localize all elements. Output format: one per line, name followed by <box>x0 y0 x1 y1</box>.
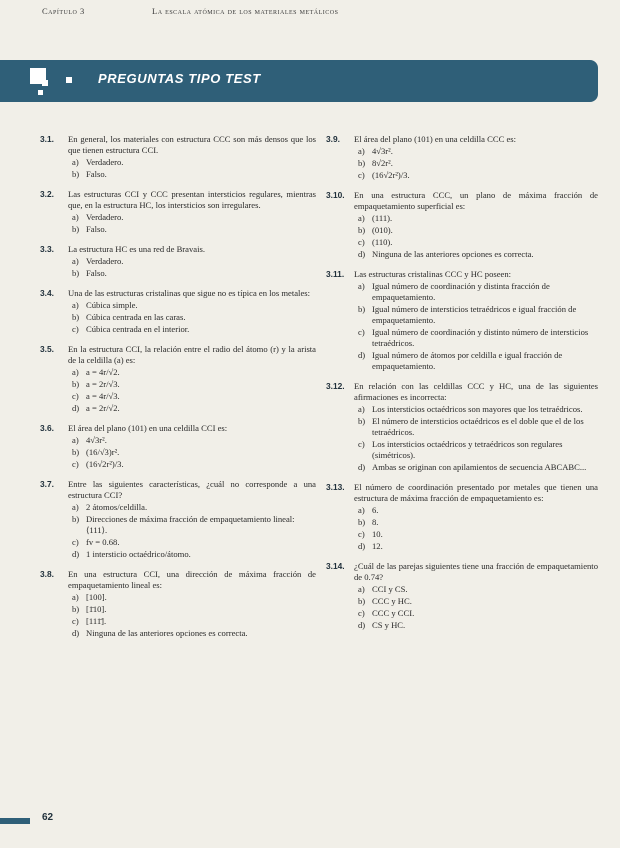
option-text: 8√2r². <box>372 158 393 168</box>
option-text: Verdadero. <box>86 256 124 266</box>
option-letter: d) <box>358 462 366 472</box>
question-number: 3.1. <box>40 134 54 144</box>
question-number: 3.9. <box>326 134 340 144</box>
question-number: 3.12. <box>326 381 345 391</box>
option-text: Cúbica centrada en las caras. <box>86 312 186 322</box>
option-letter: a) <box>72 300 79 310</box>
question-text: El área del plano (101) en una celdilla CCI es: <box>68 423 228 433</box>
question-item <box>326 561 598 631</box>
option-letter: d) <box>358 249 366 259</box>
question-text: Las estructuras cristalinas CCC y HC poseen: <box>354 269 512 279</box>
option-letter: d) <box>72 403 80 413</box>
answer-option <box>354 158 598 169</box>
answer-option <box>354 541 598 552</box>
option-letter: d) <box>358 350 366 360</box>
option-letter: b) <box>358 517 366 527</box>
option-text: (110). <box>372 237 393 247</box>
option-letter: c) <box>72 391 79 401</box>
question-item <box>40 569 316 639</box>
question-number: 3.11. <box>326 269 345 279</box>
option-letter: a) <box>72 502 79 512</box>
question-item <box>326 269 598 372</box>
answer-option <box>354 225 598 236</box>
option-letter: d) <box>358 620 366 630</box>
question-text: En una estructura CCC, un plano de máxima fracción de empaquetamiento superficial es: <box>354 190 598 211</box>
question-number: 3.8. <box>40 569 54 579</box>
answer-option <box>354 146 598 157</box>
option-text: Cúbica simple. <box>86 300 138 310</box>
answer-option <box>68 379 316 390</box>
option-text: (16√2r²)/3. <box>372 170 410 180</box>
option-letter: c) <box>358 608 365 618</box>
question-item <box>326 190 598 260</box>
option-letter: a) <box>358 584 365 594</box>
answer-option <box>68 403 316 414</box>
question-text: El número de coordinación presentado por metales que tienen una estructura de máxima fracción de empaquetamiento es: <box>354 482 598 503</box>
option-letter: a) <box>358 213 365 223</box>
question-text: El área del plano (101) en una celdilla CCC es: <box>354 134 517 144</box>
option-text: (010). <box>372 225 393 235</box>
option-text: 2 átomos/celdilla. <box>86 502 148 512</box>
option-text: Ambas se originan con apilamientos de secuencia ABCABC... <box>372 462 587 472</box>
question-text: En relación con las celdillas CCC y HC, una de las siguientes afirmaciones es incorrecta: <box>354 381 598 402</box>
answer-option <box>354 517 598 528</box>
option-letter: c) <box>72 616 79 626</box>
option-letter: d) <box>358 541 366 551</box>
option-letter: b) <box>72 447 80 457</box>
option-text: (16/√3)r². <box>86 447 120 457</box>
right-column <box>326 134 598 640</box>
answer-option <box>354 404 598 415</box>
question-text: En general, los materiales con estructura CCC son más densos que los que tienen estructura CCI. <box>68 134 316 155</box>
option-text: Falso. <box>86 224 107 234</box>
question-number: 3.14. <box>326 561 345 571</box>
option-text: a = 2r/√2. <box>86 403 120 413</box>
option-letter: c) <box>358 237 365 247</box>
option-text: [1̄10]. <box>86 604 107 614</box>
option-letter: a) <box>72 212 79 222</box>
answer-option <box>68 367 316 378</box>
option-letter: a) <box>72 592 79 602</box>
answer-option <box>68 391 316 402</box>
question-text: En la estructura CCI, la relación entre el radio del átomo (r) y la arista de la celdilla (a) es: <box>68 344 316 365</box>
option-text: 12. <box>372 541 383 551</box>
option-letter: b) <box>72 604 80 614</box>
answer-option <box>68 537 316 548</box>
option-letter: b) <box>358 225 366 235</box>
option-letter: b) <box>358 416 366 426</box>
option-letter: a) <box>358 404 365 414</box>
bullet-icon <box>66 77 72 83</box>
answer-option <box>354 170 598 181</box>
option-text: Los intersticios octaédricos y tetraédricos son regulares (simétricos). <box>372 439 563 460</box>
option-letter: b) <box>358 304 366 314</box>
question-number: 3.2. <box>40 189 54 199</box>
option-text: a = 2r/√3. <box>86 379 120 389</box>
option-text: Los intersticios octaédricos son mayores que los tetraédricos. <box>372 404 583 414</box>
answer-option <box>354 237 598 248</box>
answer-option <box>68 502 316 513</box>
option-text: a = 4r/√2. <box>86 367 120 377</box>
answer-option <box>354 249 598 260</box>
option-text: CS y HC. <box>372 620 406 630</box>
running-head <box>42 6 602 22</box>
option-text: Direcciones de máxima fracción de empaquetamiento lineal: ⟨111⟩. <box>86 514 295 535</box>
option-text: El número de intersticios octaédricos es el doble que el de los tetraédricos. <box>372 416 584 437</box>
option-letter: b) <box>72 379 80 389</box>
option-text: 4√3r². <box>372 146 393 156</box>
answer-option <box>68 514 316 536</box>
answer-option <box>354 620 598 631</box>
option-text: Verdadero. <box>86 212 124 222</box>
answer-option <box>68 435 316 446</box>
left-column <box>40 134 316 648</box>
option-text: CCC y HC. <box>372 596 412 606</box>
option-letter: c) <box>358 439 365 449</box>
answer-option <box>68 616 316 627</box>
option-letter: b) <box>358 596 366 606</box>
section-title: PREGUNTAS TIPO TEST <box>98 71 261 86</box>
answer-option <box>68 312 316 323</box>
page-number-bar <box>0 818 30 824</box>
answer-option <box>68 224 316 235</box>
option-text: 6. <box>372 505 379 515</box>
option-letter: d) <box>72 549 80 559</box>
question-item <box>40 344 316 414</box>
option-letter: a) <box>358 146 365 156</box>
question-number: 3.4. <box>40 288 54 298</box>
question-text: Entre las siguientes características, ¿cuál no corresponde a una estructura CCI? <box>68 479 316 500</box>
option-letter: a) <box>72 157 79 167</box>
answer-option <box>354 584 598 595</box>
answer-option <box>68 256 316 267</box>
chapter-label: Capítulo 3 <box>42 6 85 16</box>
option-text: 8. <box>372 517 379 527</box>
question-text: Las estructuras CCI y CCC presentan intersticios regulares, mientras que, en la estructura HC, los intersticios son irregulares. <box>68 189 316 210</box>
answer-option <box>68 447 316 458</box>
small-square-icon <box>38 90 43 95</box>
option-letter: c) <box>72 537 79 547</box>
option-text: Falso. <box>86 169 107 179</box>
question-item <box>326 134 598 181</box>
option-text: Falso. <box>86 268 107 278</box>
question-number: 3.7. <box>40 479 54 489</box>
option-text: (111). <box>372 213 393 223</box>
question-item <box>40 288 316 335</box>
option-letter: b) <box>358 158 366 168</box>
option-letter: c) <box>358 170 365 180</box>
option-text: a = 4r/√3. <box>86 391 120 401</box>
section-banner <box>0 60 598 102</box>
answer-option <box>354 213 598 224</box>
option-text: 4√3r². <box>86 435 107 445</box>
answer-option <box>68 157 316 168</box>
answer-option <box>68 268 316 279</box>
question-number: 3.10. <box>326 190 345 200</box>
option-letter: d) <box>72 628 80 638</box>
answer-option <box>354 462 598 473</box>
option-text: (16√2r²)/3. <box>86 459 124 469</box>
question-number: 3.13. <box>326 482 345 492</box>
answer-option <box>68 300 316 311</box>
question-text: En una estructura CCI, una dirección de máxima fracción de empaquetamiento lineal es: <box>68 569 316 590</box>
question-number: 3.3. <box>40 244 54 254</box>
option-letter: c) <box>358 529 365 539</box>
answer-option <box>354 304 598 326</box>
option-letter: a) <box>72 256 79 266</box>
option-text: Verdadero. <box>86 157 124 167</box>
option-letter: a) <box>72 367 79 377</box>
question-item <box>326 381 598 473</box>
option-text: [100]. <box>86 592 107 602</box>
answer-option <box>68 628 316 639</box>
answer-option <box>68 592 316 603</box>
question-item <box>40 189 316 235</box>
option-text: 1 intersticio octaédrico/átomo. <box>86 549 191 559</box>
option-text: CCI y CS. <box>372 584 408 594</box>
answer-option <box>354 416 598 438</box>
option-letter: a) <box>72 435 79 445</box>
answer-option <box>68 212 316 223</box>
page-number: 62 <box>42 812 54 823</box>
option-text: Cúbica centrada en el interior. <box>86 324 190 334</box>
question-item <box>40 479 316 560</box>
option-letter: b) <box>72 312 80 322</box>
question-item <box>326 482 598 552</box>
option-text: Igual número de coordinación y distinta fracción de empaquetamiento. <box>372 281 550 302</box>
answer-option <box>68 604 316 615</box>
question-item <box>40 423 316 470</box>
answer-option <box>354 505 598 516</box>
answer-option <box>354 439 598 461</box>
option-text: Igual número de coordinación y distinto número de intersticios tetraédricos. <box>372 327 589 348</box>
option-letter: b) <box>72 514 80 524</box>
answer-option <box>68 169 316 180</box>
answer-option <box>354 529 598 540</box>
answer-option <box>68 459 316 470</box>
answer-option <box>354 327 598 349</box>
question-number: 3.5. <box>40 344 54 354</box>
answer-option <box>354 350 598 372</box>
option-text: [111̄]. <box>86 616 107 626</box>
answer-option <box>354 596 598 607</box>
option-letter: c) <box>72 324 79 334</box>
option-letter: b) <box>72 169 80 179</box>
question-text: La estructura HC es una red de Bravais. <box>68 244 205 254</box>
answer-option <box>354 281 598 303</box>
small-square-icon <box>42 80 48 86</box>
question-item <box>40 244 316 279</box>
option-text: CCC y CCI. <box>372 608 415 618</box>
option-letter: b) <box>72 268 80 278</box>
chapter-title: La escala atómica de los materiales metálicos <box>152 6 339 16</box>
question-text: ¿Cuál de las parejas siguientes tiene una fracción de empaquetamiento de 0.74? <box>354 561 598 582</box>
question-number: 3.6. <box>40 423 54 433</box>
answer-option <box>68 324 316 335</box>
option-text: Igual número de intersticios tetraédricos e igual fracción de empaquetamiento. <box>372 304 577 325</box>
option-letter: a) <box>358 281 365 291</box>
question-text: Una de las estructuras cristalinas que sigue no es típica en los metales: <box>68 288 310 298</box>
option-text: 10. <box>372 529 383 539</box>
option-text: Ninguna de las anteriores opciones es correcta. <box>372 249 534 259</box>
option-letter: a) <box>358 505 365 515</box>
answer-option <box>68 549 316 560</box>
answer-option <box>354 608 598 619</box>
option-text: Ninguna de las anteriores opciones es correcta. <box>86 628 248 638</box>
question-item <box>40 134 316 180</box>
option-letter: c) <box>358 327 365 337</box>
option-text: Igual número de átomos por celdilla e igual fracción de empaquetamiento. <box>372 350 563 371</box>
option-letter: b) <box>72 224 80 234</box>
option-text: fv = 0.68. <box>86 537 120 547</box>
option-letter: c) <box>72 459 79 469</box>
